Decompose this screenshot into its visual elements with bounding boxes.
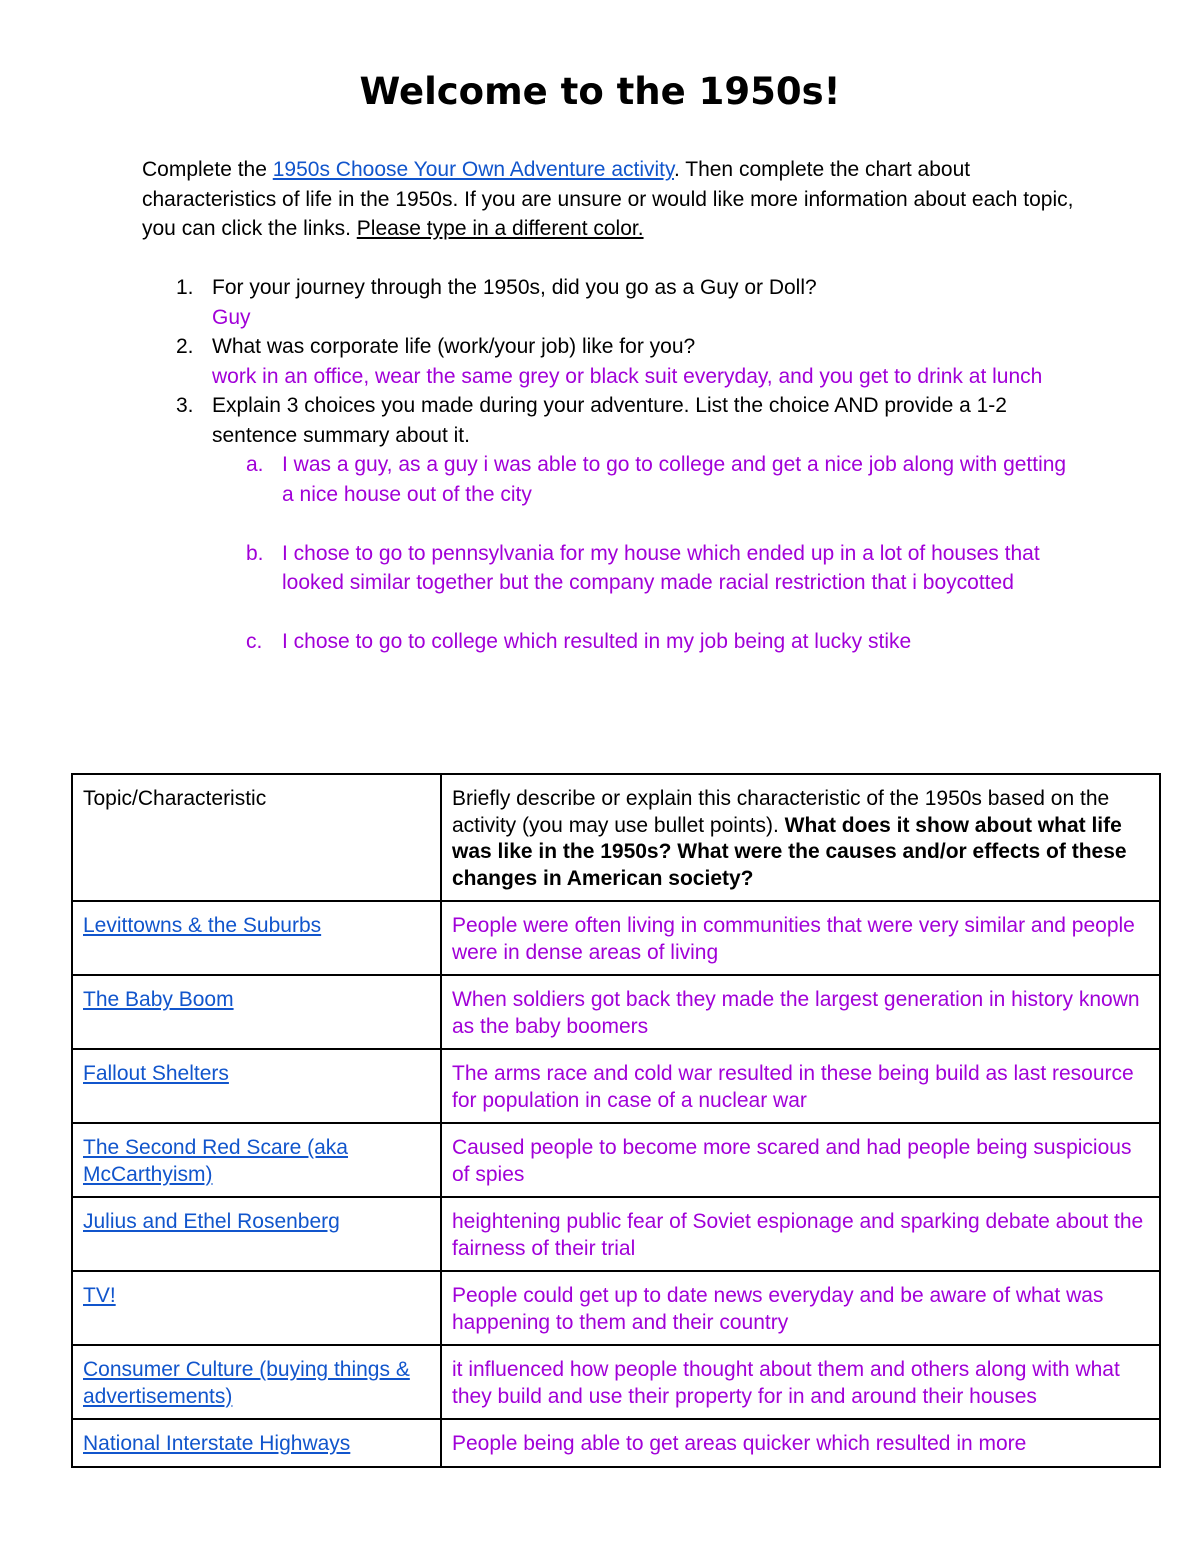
description-cell[interactable]: The arms race and cold war resulted in these being build as last resource for population in case of a nuclear war	[441, 1049, 1160, 1123]
description-cell[interactable]: When soldiers got back they made the largest generation in history known as the baby boomers	[441, 975, 1160, 1049]
choice-item	[142, 539, 1082, 598]
topic-cell	[72, 975, 441, 1049]
choice-text: I was a guy, as a guy i was able to go to college and get a nice job along with getting a nice house out of the city	[282, 453, 1067, 506]
table-row	[72, 1049, 1160, 1123]
question-item	[142, 332, 1082, 391]
choice-item	[142, 627, 1082, 657]
choice-letter: b.	[246, 541, 264, 565]
table-row	[72, 1419, 1160, 1467]
description-cell[interactable]: it influenced how people thought about them and others along with what they build and use their property for in and around their houses	[441, 1345, 1160, 1419]
question-text: What was corporate life (work/your job) like for you?	[212, 335, 696, 358]
topic-link-baby-boom[interactable]: The Baby Boom	[83, 988, 234, 1011]
choice-text: I chose to go to college which resulted in my job being at lucky stike	[282, 630, 912, 653]
topic-link-highways[interactable]: National Interstate Highways	[83, 1432, 351, 1455]
table-row	[72, 975, 1160, 1049]
adventure-activity-link[interactable]: 1950s Choose Your Own Adventure activity	[272, 158, 674, 181]
question-text: Explain 3 choices you made during your adventure. List the choice AND provide a 1-2 sentence summary about it.	[212, 394, 1007, 447]
question-list	[142, 273, 1082, 657]
table-header-row	[72, 774, 1160, 901]
description-cell[interactable]: heightening public fear of Soviet espionage and sparking debate about the fairness of their trial	[441, 1197, 1160, 1271]
question-number: 3.	[176, 394, 194, 417]
topic-link-fallout-shelters[interactable]: Fallout Shelters	[83, 1062, 229, 1085]
topic-cell	[72, 1419, 441, 1467]
topic-link-consumer-culture[interactable]: Consumer Culture (buying things & advertisements)	[83, 1358, 410, 1408]
intro-text-rest: . Then complete the chart about characteristics of life in the 1950s. If you are unsure or would like more information about each topic, you can click the links.	[142, 158, 1074, 240]
topic-cell	[72, 1271, 441, 1345]
table-row	[72, 901, 1160, 975]
topic-cell	[72, 901, 441, 975]
intro-color-instruction: Please type in a different color.	[356, 217, 644, 240]
description-cell[interactable]: People were often living in communities that were very similar and people were in dense areas of living	[441, 901, 1160, 975]
description-cell[interactable]: People could get up to date news everyday and be aware of what was happening to them and their country	[441, 1271, 1160, 1345]
answer-text: work in an office, wear the same grey or black suit everyday, and you get to drink at lunch	[212, 364, 1043, 388]
spacer	[142, 509, 1082, 539]
spacer	[142, 598, 1082, 628]
question-number: 2.	[176, 335, 194, 358]
choice-item	[142, 450, 1082, 509]
topic-link-tv[interactable]: TV!	[83, 1284, 116, 1307]
topic-link-levittowns[interactable]: Levittowns & the Suburbs	[83, 914, 322, 937]
topic-link-rosenbergs[interactable]: Julius and Ethel Rosenberg	[83, 1210, 340, 1233]
characteristics-table	[71, 773, 1161, 1468]
answer-text: Guy	[212, 305, 251, 329]
page-title: Welcome to the 1950s!	[359, 70, 841, 113]
choice-text: I chose to go to pennsylvania for my house which ended up in a lot of houses that looked similar together but the company made racial restriction that i boycotted	[282, 541, 1040, 594]
topic-cell	[72, 1049, 441, 1123]
intro-text-start: Complete the	[142, 158, 273, 181]
intro-paragraph	[142, 155, 1082, 244]
question-item	[142, 391, 1082, 450]
description-cell[interactable]: Caused people to become more scared and had people being suspicious of spies	[441, 1123, 1160, 1197]
question-number: 1.	[176, 276, 194, 299]
question-item	[142, 273, 1082, 332]
choice-letter: a.	[246, 453, 264, 476]
topic-cell	[72, 1197, 441, 1271]
table-row	[72, 1271, 1160, 1345]
header-description-bold: What does it show about what life was like in the 1950s? What were the causes and/or effects of these changes in American society?	[452, 813, 1127, 890]
question-text: For your journey through the 1950s, did you go as a Guy or Doll?	[212, 276, 817, 299]
table-row	[72, 1123, 1160, 1197]
choice-letter: c.	[246, 630, 263, 653]
table-row	[72, 1197, 1160, 1271]
header-topic-cell: Topic/Characteristic	[72, 774, 441, 901]
header-description-cell	[441, 774, 1160, 901]
topic-cell	[72, 1345, 441, 1419]
topic-link-red-scare[interactable]: The Second Red Scare (aka McCarthyism)	[83, 1136, 348, 1186]
header-description-plain: Briefly describe or explain this characteristic of the 1950s based on the activity (you may use bullet points).	[452, 787, 1110, 837]
description-cell[interactable]: People being able to get areas quicker which resulted in more	[441, 1419, 1160, 1467]
topic-cell	[72, 1123, 441, 1197]
table-row	[72, 1345, 1160, 1419]
